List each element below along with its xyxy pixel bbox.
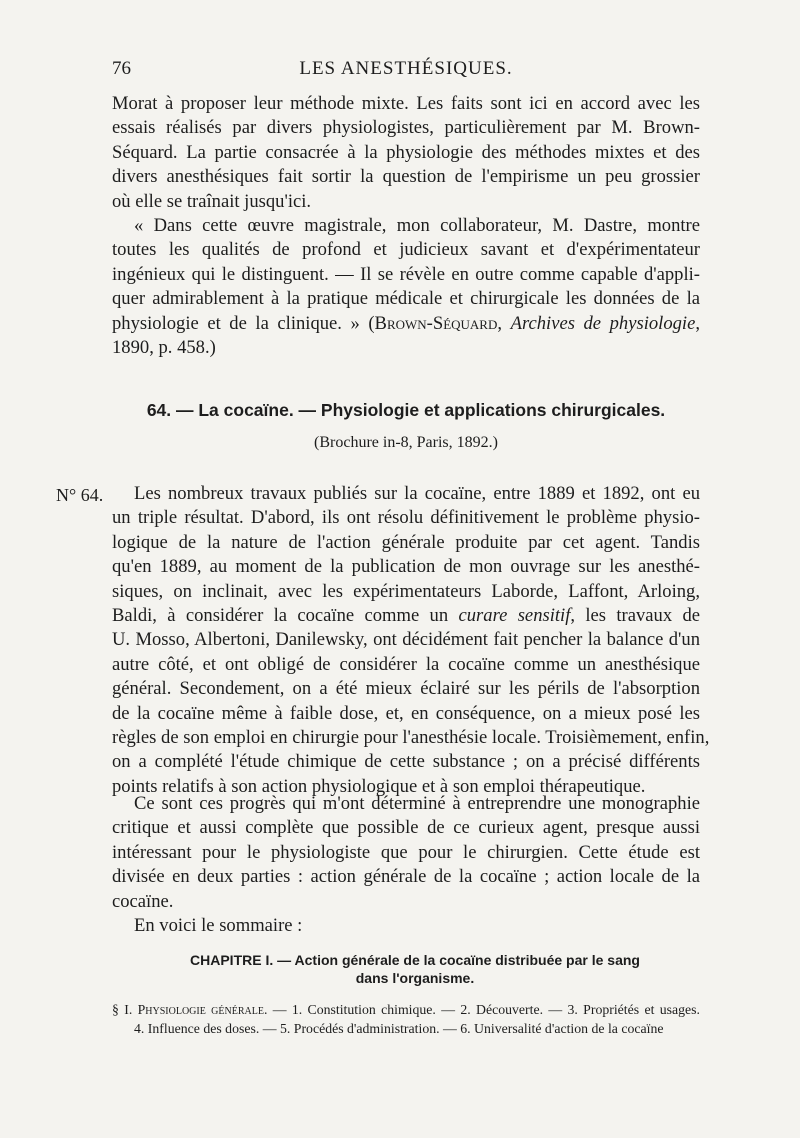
text-line: quer admirablement à la pratique médicale et chirurgicale les données de la — [112, 288, 700, 310]
text-line: cocaïne. — [112, 890, 174, 912]
citation-comma: , — [497, 312, 511, 334]
text-line: logique de la nature de l'action générale produite par cet agent. Tandis — [112, 531, 700, 553]
text-line: autre côté, et ont obligé de considérer la cocaïne comme un anesthésique — [112, 653, 700, 675]
section-name: Physiologie générale — [137, 1002, 264, 1017]
text-line: « Dans cette œuvre magistrale, mon collaborateur, M. Dastre, montre — [134, 215, 700, 236]
citation-author: Brown-Séquard — [374, 312, 498, 334]
text-line: intéressant pour le physiologiste que pour le chirurgien. Cette étude est — [112, 841, 700, 863]
text-line — [112, 604, 700, 628]
text-line: toutes les qualités de profond et judicieux savant et d'expérimentateur — [112, 239, 700, 261]
quote-paragraph — [112, 214, 700, 360]
text-fragment: , les travaux de — [570, 604, 701, 626]
text-line: U. Mosso, Albertoni, Danilewsky, ont décidément fait pencher la balance d'un — [112, 629, 700, 651]
summary-line: 4. Influence des doses. — 5. Procédés d'administration. — 6. Universalité d'action de la cocaïne — [134, 1021, 664, 1036]
text-line: Les nombreux travaux publiés sur la cocaïne, entre 1889 et 1892, ont eu — [134, 483, 700, 504]
paragraph-one — [112, 482, 710, 799]
text-line: où elle se traînait jusqu'ici. — [112, 190, 312, 212]
citation-journal: Archives de physiologie — [510, 312, 696, 334]
italic-term: curare sensitif — [458, 604, 571, 626]
text-line: un triple résultat. D'abord, ils ont résolu définitivement le problème physio- — [112, 507, 700, 529]
text-line: essais réalisés par divers physiologistes, particulièrement par M. Brown- — [112, 117, 700, 139]
citation-after: , — [695, 312, 701, 334]
chapter-line-1 — [140, 951, 690, 969]
summary-line — [112, 1000, 700, 1019]
text-fragment: Baldi, à considérer la cocaïne comme un — [112, 604, 459, 626]
chapter-title: — Action générale de la cocaïne distribuée par le sang — [273, 952, 640, 968]
text-line: règles de son emploi en chirurgie pour l'anesthésie locale. Troisièmement, enfin, — [112, 726, 710, 748]
citation-text: physiologie et de la clinique. » ( — [112, 312, 375, 334]
section-title: 64. — La cocaïne. — Physiologie et applications chirurgicales. — [146, 400, 666, 420]
sommaire-line: En voici le sommaire : — [134, 914, 303, 936]
text-line: critique et aussi complète que possible de ce curieux agent, presque aussi — [112, 817, 700, 839]
paragraph-two — [112, 792, 700, 938]
text-line: Séquard. La partie consacrée à la physiologie des méthodes mixtes et des — [112, 141, 700, 163]
text-line: général. Secondement, on a été mieux éclairé sur les périls de l'absorption — [112, 678, 700, 700]
page-header — [112, 58, 700, 84]
chapter-summary — [112, 1000, 700, 1038]
running-title: LES ANESTHÉSIQUES. — [299, 58, 513, 79]
chapter-title-cont: dans l'organisme. — [355, 970, 475, 986]
text-line: Ce sont ces progrès qui m'ont déterminé à entreprendre une monographie — [134, 793, 700, 814]
text-line: points relatifs à son action physiologique et à son emploi thérapeutique. — [112, 775, 646, 797]
text-line: de la cocaïne même à faible dose, et, en conséquence, on a mieux posé les — [112, 702, 700, 724]
text-line: divers anesthésiques fait sortir la question de l'empirisme un peu grossier — [112, 166, 700, 188]
page-number: 76 — [112, 58, 131, 79]
marginal-number: N° 64. — [56, 485, 104, 505]
chapter-heading — [140, 951, 690, 987]
top-paragraph — [112, 92, 700, 214]
chapter-line-2 — [140, 969, 690, 987]
text-line: on a complété l'étude chimique de cette substance ; on a précisé différents — [112, 751, 700, 773]
text-line: siques, on inclinait, avec les expérimentateurs Laborde, Laffont, Arloing, — [112, 580, 700, 602]
summary-items: . — 1. Constitution chimique. — 2. Découverte. — 3. Propriétés et usages. — [263, 1002, 700, 1017]
text-line: Morat à proposer leur méthode mixte. Les faits sont ici en accord avec les — [112, 93, 700, 114]
citation-line — [112, 312, 700, 336]
citation-end-line: 1890, p. 458.) — [112, 336, 216, 358]
text-line: qu'en 1889, au moment de la publication de mon ouvrage sur les anesthé- — [112, 556, 700, 578]
chapter-label: CHAPITRE I. — [190, 952, 274, 968]
text-line: divisée en deux parties : action générale de la cocaïne ; action locale de la — [112, 866, 700, 888]
text-line: ingénieux qui le distinguent. — Il se révèle en outre comme capable d'appli- — [112, 263, 700, 285]
section-mark: § I. — [112, 1002, 138, 1017]
section-subtitle: (Brochure in-8, Paris, 1892.) — [314, 434, 498, 451]
